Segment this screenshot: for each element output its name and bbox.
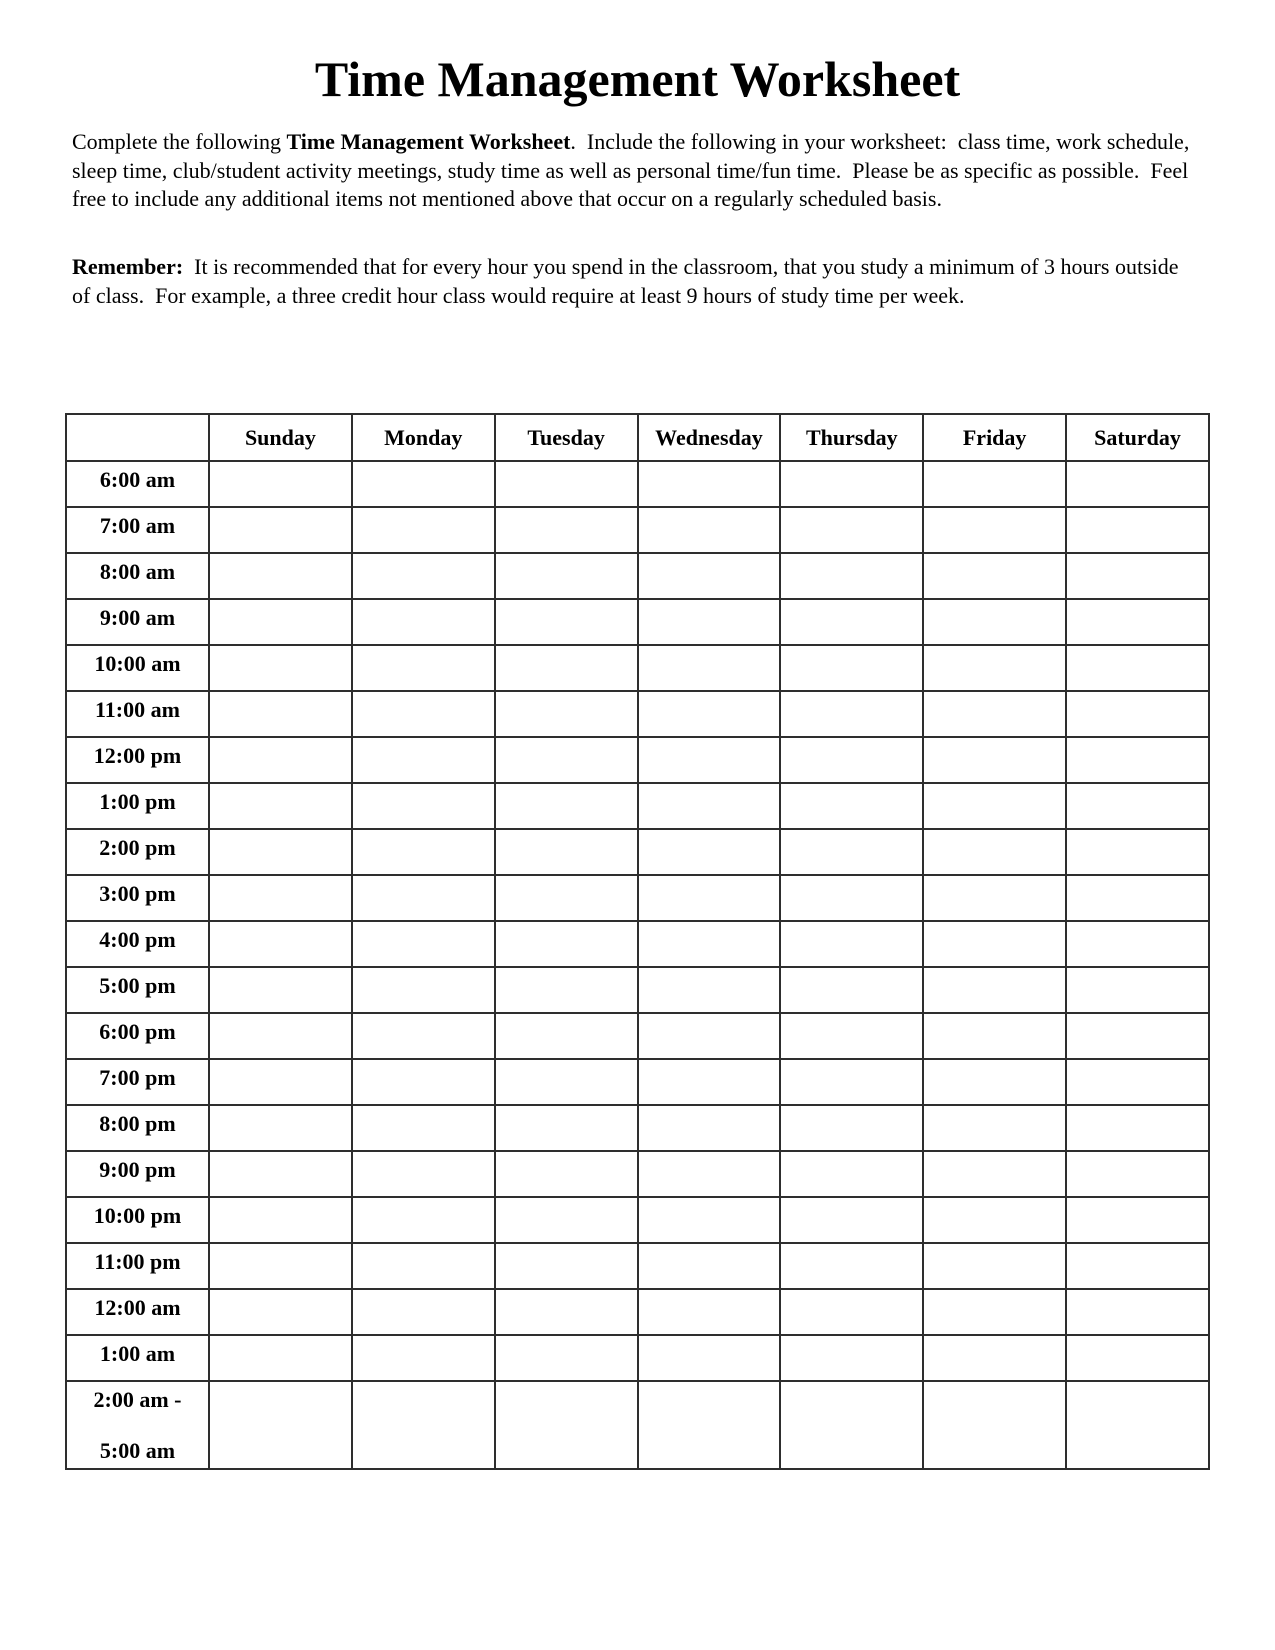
schedule-cell: [1066, 967, 1209, 1013]
schedule-table: [65, 413, 1210, 1470]
time-label: 7:00 am: [66, 507, 209, 553]
schedule-cell: [1066, 737, 1209, 783]
schedule-cell: [638, 737, 781, 783]
schedule-cell: [352, 553, 495, 599]
time-label: 1:00 am: [66, 1335, 209, 1381]
schedule-cell: [495, 967, 638, 1013]
schedule-cell: [352, 875, 495, 921]
schedule-cell: [209, 737, 352, 783]
intro-paragraph: [72, 128, 1197, 214]
schedule-cell: [495, 645, 638, 691]
table-row-last: [66, 1381, 1209, 1469]
time-range-line2: 5:00 am: [99, 1438, 176, 1463]
schedule-cell: [923, 783, 1066, 829]
schedule-cell: [638, 1013, 781, 1059]
schedule-cell: [923, 1243, 1066, 1289]
schedule-cell: [638, 1335, 781, 1381]
table-row: [66, 1013, 1209, 1059]
schedule-cell: [923, 921, 1066, 967]
day-header-sunday: Sunday: [209, 414, 352, 461]
time-range-line1: 2:00 am -: [93, 1387, 182, 1412]
schedule-cell: [638, 1197, 781, 1243]
schedule-cell: [638, 553, 781, 599]
schedule-cell: [923, 599, 1066, 645]
schedule-cell: [495, 461, 638, 507]
table-row: [66, 967, 1209, 1013]
table-row: [66, 921, 1209, 967]
schedule-cell: [209, 829, 352, 875]
schedule-cell: [352, 1197, 495, 1243]
schedule-cell: [638, 1059, 781, 1105]
time-label: 12:00 am: [66, 1289, 209, 1335]
table-row: [66, 829, 1209, 875]
schedule-cell: [495, 921, 638, 967]
day-header-wednesday: Wednesday: [638, 414, 781, 461]
time-label: 11:00 pm: [66, 1243, 209, 1289]
schedule-cell: [209, 1381, 352, 1469]
schedule-cell: [780, 599, 923, 645]
schedule-cell: [1066, 1197, 1209, 1243]
schedule-cell: [352, 737, 495, 783]
schedule-cell: [638, 783, 781, 829]
schedule-cell: [1066, 599, 1209, 645]
schedule-cell: [780, 1013, 923, 1059]
schedule-cell: [495, 1335, 638, 1381]
schedule-cell: [780, 553, 923, 599]
table-row: [66, 599, 1209, 645]
schedule-cell: [780, 1243, 923, 1289]
schedule-cell: [495, 507, 638, 553]
schedule-cell: [923, 829, 1066, 875]
schedule-cell: [1066, 1151, 1209, 1197]
schedule-cell: [1066, 783, 1209, 829]
table-row: [66, 1059, 1209, 1105]
schedule-cell: [209, 691, 352, 737]
schedule-cell: [1066, 1289, 1209, 1335]
day-header-thursday: Thursday: [780, 414, 923, 461]
schedule-cell: [209, 967, 352, 1013]
schedule-cell: [495, 1381, 638, 1469]
schedule-cell: [495, 829, 638, 875]
schedule-cell: [352, 967, 495, 1013]
schedule-cell: [1066, 461, 1209, 507]
schedule-cell: [1066, 921, 1209, 967]
schedule-cell: [780, 1289, 923, 1335]
schedule-cell: [780, 829, 923, 875]
schedule-cell: [923, 1289, 1066, 1335]
schedule-cell: [638, 1105, 781, 1151]
schedule-cell: [352, 1105, 495, 1151]
schedule-cell: [352, 783, 495, 829]
schedule-cell: [209, 507, 352, 553]
schedule-cell: [780, 1335, 923, 1381]
time-label: 2:00 pm: [66, 829, 209, 875]
schedule-cell: [638, 691, 781, 737]
schedule-cell: [923, 1151, 1066, 1197]
table-row: [66, 461, 1209, 507]
schedule-cell: [780, 783, 923, 829]
schedule-cell: [638, 1151, 781, 1197]
day-header-row: [66, 414, 1209, 461]
schedule-cell: [638, 875, 781, 921]
schedule-table-body: [66, 461, 1209, 1469]
table-row: [66, 691, 1209, 737]
schedule-cell: [495, 1243, 638, 1289]
schedule-cell: [495, 1197, 638, 1243]
table-row: [66, 1197, 1209, 1243]
intro-text-end: . Include the following in your worksheet: class time, work schedule, sleep time, club/student activity meetings, study time as well as personal time/fun time. Please be as specific as possible. Feel free to include any additional items not mentioned above that occur on a regularly scheduled basis.: [72, 129, 1195, 211]
schedule-cell: [780, 875, 923, 921]
schedule-cell: [1066, 645, 1209, 691]
schedule-cell: [209, 921, 352, 967]
schedule-cell: [352, 1289, 495, 1335]
table-row: [66, 737, 1209, 783]
schedule-cell: [1066, 507, 1209, 553]
schedule-cell: [638, 921, 781, 967]
time-label: 3:00 pm: [66, 875, 209, 921]
table-row: [66, 1151, 1209, 1197]
schedule-cell: [352, 1059, 495, 1105]
time-label: 6:00 pm: [66, 1013, 209, 1059]
schedule-cell: [780, 1197, 923, 1243]
time-label: 5:00 pm: [66, 967, 209, 1013]
schedule-cell: [780, 691, 923, 737]
schedule-cell: [352, 645, 495, 691]
time-label: 10:00 pm: [66, 1197, 209, 1243]
day-header-friday: Friday: [923, 414, 1066, 461]
schedule-cell: [638, 599, 781, 645]
schedule-cell: [209, 553, 352, 599]
schedule-cell: [923, 645, 1066, 691]
table-row: [66, 875, 1209, 921]
schedule-cell: [352, 1151, 495, 1197]
schedule-cell: [1066, 691, 1209, 737]
schedule-cell: [780, 1151, 923, 1197]
day-header-tuesday: Tuesday: [495, 414, 638, 461]
schedule-cell: [209, 645, 352, 691]
schedule-cell: [495, 1013, 638, 1059]
schedule-cell: [352, 829, 495, 875]
schedule-cell: [780, 1059, 923, 1105]
schedule-cell: [923, 691, 1066, 737]
schedule-cell: [923, 1059, 1066, 1105]
schedule-cell: [923, 1335, 1066, 1381]
schedule-cell: [352, 1243, 495, 1289]
schedule-cell: [209, 1059, 352, 1105]
schedule-cell: [638, 967, 781, 1013]
schedule-cell: [923, 1197, 1066, 1243]
schedule-cell: [209, 783, 352, 829]
schedule-cell: [352, 599, 495, 645]
table-row: [66, 645, 1209, 691]
schedule-cell: [1066, 553, 1209, 599]
schedule-cell: [495, 1059, 638, 1105]
schedule-cell: [209, 1013, 352, 1059]
table-row: [66, 1335, 1209, 1381]
schedule-cell: [352, 1381, 495, 1469]
schedule-cell: [495, 1105, 638, 1151]
page-title: Time Management Worksheet: [314, 51, 961, 107]
schedule-cell: [638, 1289, 781, 1335]
schedule-cell: [209, 1335, 352, 1381]
day-header-monday: Monday: [352, 414, 495, 461]
remember-label: Remember:: [72, 254, 184, 279]
schedule-cell: [495, 737, 638, 783]
time-label: 8:00 am: [66, 553, 209, 599]
schedule-cell: [638, 507, 781, 553]
schedule-cell: [1066, 1381, 1209, 1469]
schedule-cell: [780, 921, 923, 967]
remember-text: It is recommended that for every hour you spend in the classroom, that you study a minimum of 3 hours outside of class. For example, a three credit hour class would require at least 9 hours of study time per week.: [72, 254, 1184, 308]
time-label: 1:00 pm: [66, 783, 209, 829]
schedule-cell: [923, 875, 1066, 921]
schedule-cell: [923, 1013, 1066, 1059]
schedule-cell: [780, 967, 923, 1013]
schedule-cell: [1066, 1105, 1209, 1151]
schedule-cell: [352, 691, 495, 737]
time-label-range: [66, 1381, 209, 1469]
schedule-cell: [352, 1335, 495, 1381]
schedule-cell: [923, 553, 1066, 599]
time-label: 12:00 pm: [66, 737, 209, 783]
time-label: 8:00 pm: [66, 1105, 209, 1151]
schedule-cell: [1066, 1243, 1209, 1289]
corner-cell: [66, 414, 209, 461]
schedule-cell: [638, 1243, 781, 1289]
table-row: [66, 507, 1209, 553]
schedule-cell: [923, 1105, 1066, 1151]
schedule-cell: [352, 507, 495, 553]
table-row: [66, 783, 1209, 829]
schedule-cell: [352, 461, 495, 507]
schedule-cell: [1066, 1335, 1209, 1381]
schedule-cell: [495, 599, 638, 645]
schedule-cell: [209, 875, 352, 921]
schedule-cell: [209, 1151, 352, 1197]
schedule-cell: [780, 737, 923, 783]
schedule-cell: [638, 645, 781, 691]
schedule-cell: [352, 921, 495, 967]
schedule-cell: [495, 1151, 638, 1197]
schedule-cell: [209, 1289, 352, 1335]
schedule-cell: [209, 599, 352, 645]
schedule-cell: [495, 553, 638, 599]
time-label: 7:00 pm: [66, 1059, 209, 1105]
schedule-cell: [780, 1381, 923, 1469]
schedule-cell: [209, 461, 352, 507]
schedule-cell: [923, 737, 1066, 783]
day-header-saturday: Saturday: [1066, 414, 1209, 461]
time-label: 6:00 am: [66, 461, 209, 507]
time-label: 11:00 am: [66, 691, 209, 737]
intro-text-start: Complete the following: [72, 129, 287, 154]
schedule-cell: [209, 1243, 352, 1289]
table-row: [66, 1243, 1209, 1289]
schedule-cell: [495, 783, 638, 829]
table-row: [66, 553, 1209, 599]
schedule-cell: [638, 1381, 781, 1469]
intro-text-bold: Time Management Worksheet: [286, 129, 571, 154]
schedule-cell: [352, 1013, 495, 1059]
time-label: 4:00 pm: [66, 921, 209, 967]
table-row: [66, 1289, 1209, 1335]
remember-paragraph: [72, 253, 1197, 310]
schedule-cell: [209, 1197, 352, 1243]
schedule-cell: [923, 461, 1066, 507]
time-label: 9:00 am: [66, 599, 209, 645]
schedule-cell: [638, 829, 781, 875]
schedule-cell: [780, 507, 923, 553]
schedule-cell: [923, 1381, 1066, 1469]
schedule-cell: [780, 461, 923, 507]
schedule-cell: [923, 967, 1066, 1013]
schedule-cell: [638, 461, 781, 507]
schedule-cell: [923, 507, 1066, 553]
time-label: 9:00 pm: [66, 1151, 209, 1197]
time-label: 10:00 am: [66, 645, 209, 691]
schedule-cell: [1066, 1013, 1209, 1059]
table-row: [66, 1105, 1209, 1151]
schedule-cell: [1066, 875, 1209, 921]
schedule-cell: [1066, 1059, 1209, 1105]
schedule-cell: [495, 875, 638, 921]
schedule-cell: [209, 1105, 352, 1151]
schedule-cell: [780, 1105, 923, 1151]
schedule-cell: [495, 1289, 638, 1335]
schedule-cell: [495, 691, 638, 737]
schedule-cell: [1066, 829, 1209, 875]
schedule-cell: [780, 645, 923, 691]
